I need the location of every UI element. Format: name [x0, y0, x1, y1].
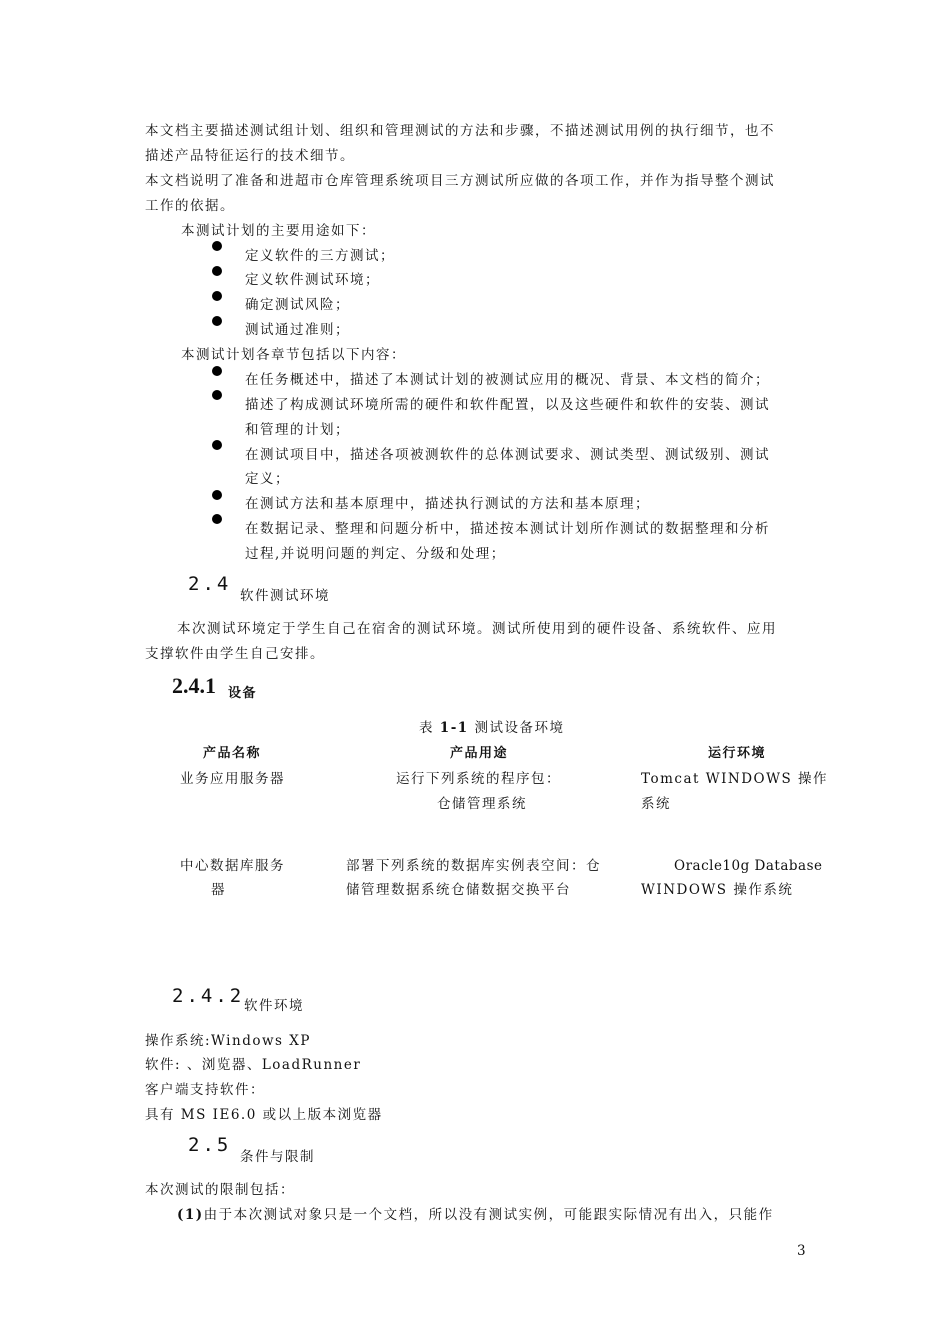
purpose-item: 测试通过准则； [245, 322, 350, 338]
chapter-item-line: 在数据记录、整理和问题分析中，描述按本测试计划所作测试的数据整理和分析 [245, 521, 770, 537]
intro-paragraph-2-line-2: 工作的依据。 [145, 198, 235, 214]
chapters-heading: 本测试计划各章节包括以下内容： [181, 347, 406, 363]
subsection-number: 2.4.2 [172, 985, 245, 1007]
chapter-item-line: 在测试方法和基本原理中，描述执行测试的方法和基本原理； [245, 496, 650, 512]
section-number: 2.5 [188, 1134, 232, 1156]
table-cell-use: 储管理数据系统仓储数据交换平台 [346, 882, 571, 898]
section-body-line: 本次测试环境定于学生自己在宿舍的测试环境。测试所使用到的硬件设备、系统软件、应用 [177, 621, 777, 637]
section-body-line: 本次测试的限制包括： [145, 1182, 295, 1198]
table-cell-env: 系统 [641, 796, 671, 812]
table-cell-name: 业务应用服务器 [180, 771, 285, 787]
chapter-item-line: 和管理的计划； [245, 422, 350, 438]
table-cell-name: 器 [211, 882, 226, 898]
purpose-item: 定义软件的三方测试； [245, 248, 395, 264]
bullet-icon [212, 514, 222, 524]
chapter-item-line: 在任务概述中，描述了本测试计划的被测试应用的概况、背景、本文档的简介； [245, 372, 770, 388]
bullet-icon [212, 316, 222, 326]
section-title: 软件测试环境 [240, 588, 330, 604]
subsection-number: 2.4.1 [172, 673, 216, 698]
bullet-icon [212, 241, 222, 251]
table-cell-name: 中心数据库服务 [180, 858, 285, 874]
table-header-env: 运行环境 [708, 746, 767, 761]
bullet-icon [212, 490, 222, 500]
table-cell-env: WINDOWS 操作系统 [641, 882, 794, 898]
table-caption: 表 1-1 测试设备环境 [419, 720, 565, 736]
bullet-icon [212, 366, 222, 376]
software-env-line: 操作系统:Windows XP [145, 1033, 311, 1049]
table-header-use: 产品用途 [450, 746, 509, 761]
bullet-icon [212, 266, 222, 276]
chapter-item-line: 描述了构成测试环境所需的硬件和软件配置，以及这些硬件和软件的安装、测试 [245, 397, 770, 413]
software-env-line: 客户端支持软件： [145, 1082, 265, 1098]
section-number: 2.4 [188, 573, 232, 595]
intro-paragraph-1-line-2: 描述产品特征运行的技术细节。 [145, 148, 355, 164]
purpose-heading: 本测试计划的主要用途如下： [181, 223, 376, 239]
table-header-name: 产品名称 [203, 746, 262, 761]
limitation-item: (1)由于本次测试对象只是一个文档，所以没有测试实例，可能跟实际情况有出入，只能作 [177, 1207, 774, 1223]
intro-paragraph-1-line-1: 本文档主要描述测试组计划、组织和管理测试的方法和步骤，不描述测试用例的执行细节，也不 [145, 123, 775, 139]
bullet-icon [212, 440, 222, 450]
table-cell-use: 部署下列系统的数据库实例表空间：仓 [346, 858, 601, 874]
purpose-item: 确定测试风险； [245, 297, 350, 313]
section-body-line: 支撑软件由学生自己安排。 [145, 646, 325, 662]
limitation-number: (1) [177, 1207, 204, 1223]
software-env-line: 软件: 、浏览器、LoadRunner [145, 1057, 362, 1073]
software-env-line: 具有 MS IE6.0 或以上版本浏览器 [145, 1107, 383, 1123]
subsection-title: 软件环境 [244, 998, 304, 1014]
page-number: 3 [797, 1243, 808, 1259]
chapter-item-line: 定义； [245, 471, 290, 487]
bullet-icon [212, 390, 222, 400]
section-title: 条件与限制 [240, 1149, 315, 1165]
table-cell-use: 运行下列系统的程序包： [396, 771, 561, 787]
intro-paragraph-2-line-1: 本文档说明了准备和进超市仓库管理系统项目三方测试所应做的各项工作，并作为指导整个测试 [145, 173, 775, 189]
subsection-title: 设备 [228, 686, 258, 701]
table-cell-env: Oracle10g Database [674, 858, 823, 874]
table-cell-use: 仓储管理系统 [437, 796, 527, 812]
table-cell-env: Tomcat WINDOWS 操作 [641, 771, 829, 787]
chapter-item-line: 过程,并说明问题的判定、分级和处理； [245, 546, 506, 562]
bullet-icon [212, 291, 222, 301]
chapter-item-line: 在测试项目中，描述各项被测软件的总体测试要求、测试类型、测试级别、测试 [245, 447, 770, 463]
purpose-item: 定义软件测试环境； [245, 272, 380, 288]
